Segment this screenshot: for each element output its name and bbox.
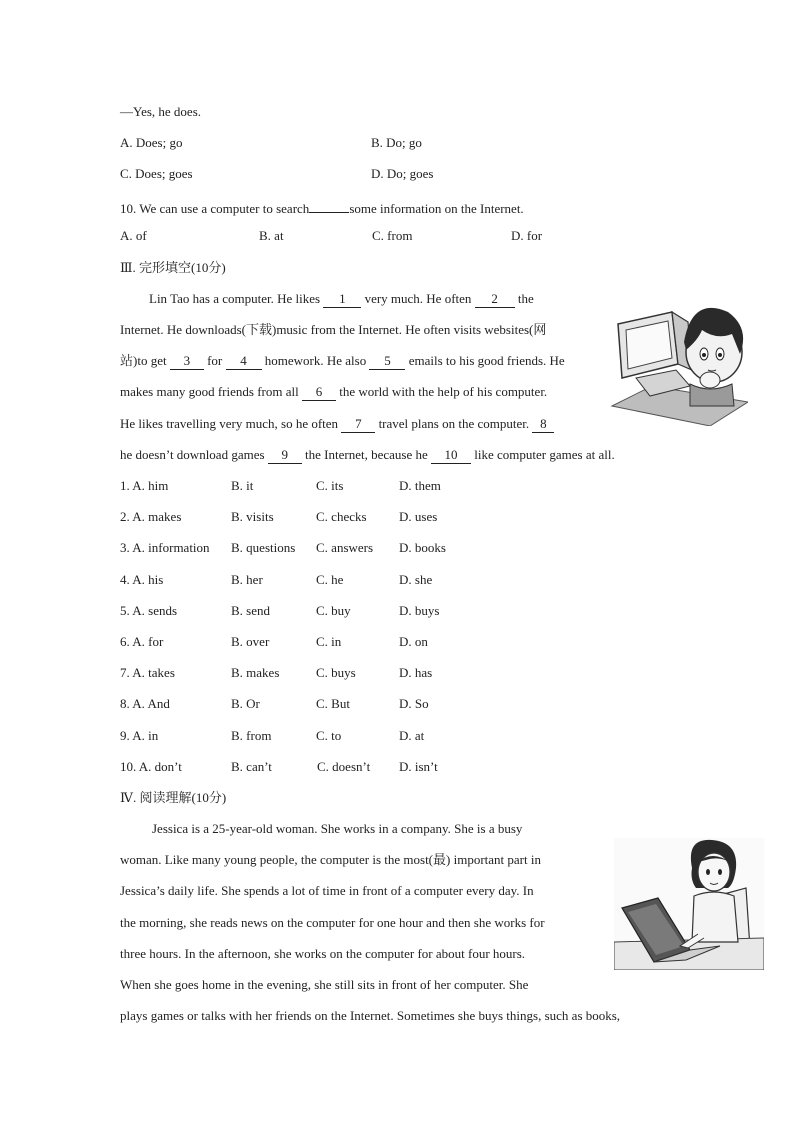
option-a: 9. A. in	[120, 728, 159, 743]
option-b: B. her	[231, 572, 263, 587]
q9-options-row-1	[120, 133, 620, 153]
q10-option-d: D. for	[511, 228, 543, 243]
q10-option-a: A. of	[120, 228, 147, 243]
reading-line-2: woman. Like many young people, the computer is the most(最) important part in	[120, 852, 541, 867]
cloze-line-6: he doesn’t download games 9 the Internet, because he 10 like computer games at all.	[120, 447, 615, 462]
q9-option-d: D. Do; goes	[371, 166, 434, 181]
cloze-line-4: makes many good friends from all 6 the world with the help of his computer.	[120, 384, 548, 399]
option-c: C. answers	[316, 540, 374, 555]
option-c: C. he	[316, 572, 344, 587]
cloze-option-row-6	[120, 632, 480, 652]
option-b: B. visits	[231, 509, 274, 524]
option-c: C. to	[316, 728, 342, 743]
option-c: C. checks	[316, 509, 367, 524]
option-b: B. Or	[231, 696, 260, 711]
cloze-blank-2: 2	[475, 290, 515, 308]
option-a: 4. A. his	[120, 572, 164, 587]
cloze-blank-7: 7	[341, 415, 375, 433]
option-a: 2. A. makes	[120, 509, 182, 524]
cloze-option-row-1	[120, 476, 480, 496]
cloze-option-row-4	[120, 570, 480, 590]
option-c: C. doesn’t	[317, 759, 371, 774]
q10-options-row	[120, 226, 620, 246]
option-a: 7. A. takes	[120, 665, 175, 680]
option-c: C. its	[316, 478, 344, 493]
cloze-option-row-10	[120, 757, 480, 777]
option-b: B. it	[231, 478, 254, 493]
cloze-option-row-7	[120, 663, 480, 683]
reading-line-5: three hours. In the afternoon, she works on the computer for about four hours.	[120, 946, 526, 961]
cloze-blank-10: 10	[431, 446, 471, 464]
reading-line-1: Jessica is a 25-year-old woman. She works in a company. She is a busy	[152, 821, 523, 836]
option-a: 3. A. information	[120, 540, 210, 555]
cloze-option-row-5	[120, 601, 480, 621]
option-c: C. in	[316, 634, 342, 649]
reading-line-6: When she goes home in the evening, she still sits in front of her computer. She	[120, 977, 529, 992]
cloze-blank-8: 8	[532, 415, 554, 433]
q10-option-c: C. from	[372, 228, 413, 243]
cloze-blank-4: 4	[226, 352, 262, 370]
option-d: D. So	[399, 696, 429, 711]
option-d: D. on	[399, 634, 428, 649]
option-a: 1. A. him	[120, 478, 169, 493]
q10-stem-before: 10. We can use a computer to search	[120, 201, 310, 216]
option-d: D. them	[399, 478, 441, 493]
option-d: D. she	[399, 572, 433, 587]
option-b: B. makes	[231, 665, 280, 680]
reading-line-3: Jessica’s daily life. She spends a lot of time in front of a computer every day. In	[120, 883, 534, 898]
reading-line-4: the morning, she reads news on the computer for one hour and then she works for	[120, 915, 545, 930]
option-d: D. uses	[399, 509, 438, 524]
q9-option-a: A. Does; go	[120, 135, 183, 150]
cloze-option-row-3	[120, 538, 480, 558]
reading-line-7: plays games or talks with her friends on the Internet. Sometimes she buys things, such as books,	[120, 1008, 621, 1023]
cloze-blank-1: 1	[323, 290, 361, 308]
option-c: C. But	[316, 696, 350, 711]
option-d: D. at	[399, 728, 425, 743]
cloze-blank-3: 3	[170, 352, 204, 370]
q9-options-row-2	[120, 164, 620, 184]
option-b: B. send	[231, 603, 270, 618]
cloze-blank-5: 5	[369, 352, 405, 370]
q10-stem-after: some information on the Internet.	[349, 201, 524, 216]
q10-stem	[120, 195, 524, 215]
cloze-line-3: 站)to get 3 for 4 homework. He also 5 emails to his good friends. He	[120, 353, 565, 368]
option-d: D. isn’t	[399, 759, 438, 774]
option-b: B. questions	[231, 540, 296, 555]
option-b: B. from	[231, 728, 272, 743]
option-a: 8. A. And	[120, 696, 170, 711]
cloze-option-row-8	[120, 694, 480, 714]
option-d: D. buys	[399, 603, 440, 618]
cloze-option-row-2	[120, 507, 480, 527]
option-a: 6. A. for	[120, 634, 164, 649]
cloze-blank-9: 9	[268, 446, 302, 464]
boy-computer-illustration	[606, 294, 748, 426]
cloze-option-row-9	[120, 726, 480, 746]
option-d: D. books	[399, 540, 446, 555]
woman-laptop-illustration	[614, 838, 764, 970]
q9-answer-line: —Yes, he does.	[120, 104, 202, 119]
section3-title: Ⅲ. 完形填空(10分)	[120, 260, 226, 275]
q9-option-c: C. Does; goes	[120, 166, 193, 181]
option-a: 5. A. sends	[120, 603, 178, 618]
cloze-line-5: He likes travelling very much, so he often 7 travel plans on the computer. 8	[120, 414, 554, 434]
option-d: D. has	[399, 665, 433, 680]
q10-blank	[309, 195, 349, 213]
q10-option-b: B. at	[259, 228, 284, 243]
option-c: C. buys	[316, 665, 356, 680]
q9-option-b: B. Do; go	[371, 135, 422, 150]
section4-title: Ⅳ. 阅读理解(10分)	[120, 790, 227, 805]
option-c: C. buy	[316, 603, 351, 618]
option-b: B. over	[231, 634, 270, 649]
cloze-line-2: Internet. He downloads(下载)music from the Internet. He often visits websites(网	[120, 322, 547, 337]
cloze-blank-6: 6	[302, 383, 336, 401]
option-b: B. can’t	[231, 759, 272, 774]
option-a: 10. A. don’t	[120, 759, 182, 774]
cloze-line-1: Lin Tao has a computer. He likes 1 very much. He often 2 the	[149, 291, 534, 306]
